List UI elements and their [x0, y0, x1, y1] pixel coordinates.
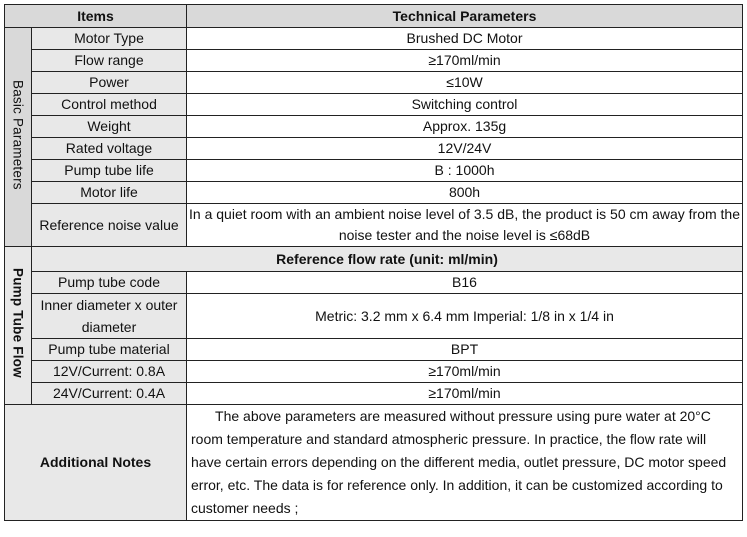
row-value: ≥170ml/min	[187, 361, 743, 383]
table-row	[5, 182, 743, 204]
row-label: Inner diameter x outer diameter	[32, 294, 187, 339]
row-value: B16	[187, 272, 743, 294]
notes-text: The above parameters are measured without pressure using pure water at 20°C room temperature and standard atmospheric pressure. In practice, the flow rate will have certain errors depending on the different media, outlet pressure, DC motor speed error, etc. The data is for reference only. In addition, it can be customized according to customer needs ;	[191, 408, 727, 516]
row-label: Motor Type	[32, 28, 187, 50]
notes-label: Additional Notes	[5, 405, 187, 521]
table-row	[5, 272, 743, 294]
row-label: 24V/Current: 0.4A	[32, 383, 187, 405]
group-label-basic: Basic Parameters	[10, 79, 26, 190]
row-value: ≥170ml/min	[187, 383, 743, 405]
table-row	[5, 383, 743, 405]
table-row	[5, 94, 743, 116]
row-label: Power	[32, 72, 187, 94]
row-value: ≥170ml/min	[187, 50, 743, 72]
row-value: Metric: 3.2 mm x 6.4 mm Imperial: 1/8 in x 1/4 in	[187, 294, 743, 339]
header-technical-parameters: Technical Parameters	[187, 5, 743, 28]
row-label: Pump tube code	[32, 272, 187, 294]
row-value: BPT	[187, 339, 743, 361]
table-row	[5, 339, 743, 361]
table-row	[5, 28, 743, 50]
row-label: Motor life	[32, 182, 187, 204]
row-value: Switching control	[187, 94, 743, 116]
row-value: Approx. 135g	[187, 116, 743, 138]
table-row	[5, 294, 743, 339]
group-pump-tube-flow	[5, 247, 32, 405]
notes-cell	[187, 405, 743, 521]
row-value: B : 1000h	[187, 160, 743, 182]
row-label: Control method	[32, 94, 187, 116]
row-label: Pump tube material	[32, 339, 187, 361]
table-row	[5, 361, 743, 383]
pump-subheader-row	[5, 247, 743, 272]
flow-rate-subheader: Reference flow rate (unit: ml/min)	[32, 247, 743, 272]
table-header-row	[5, 5, 743, 28]
group-basic-parameters	[5, 28, 32, 247]
group-label-pump: Pump Tube Flow	[10, 268, 26, 378]
row-label: Flow range	[32, 50, 187, 72]
row-value: ≤10W	[187, 72, 743, 94]
table-row-noise	[5, 204, 743, 247]
table-row	[5, 138, 743, 160]
row-label: Reference noise value	[32, 204, 187, 247]
row-value: Brushed DC Motor	[187, 28, 743, 50]
row-value: 800h	[187, 182, 743, 204]
row-value-noise: In a quiet room with an ambient noise level of 3.5 dB, the product is 50 cm away from the noise tester and the noise level is ≤68dB	[187, 204, 743, 247]
row-label: 12V/Current: 0.8A	[32, 361, 187, 383]
row-label: Rated voltage	[32, 138, 187, 160]
table-row	[5, 116, 743, 138]
table-row	[5, 50, 743, 72]
row-value: 12V/24V	[187, 138, 743, 160]
row-label: Pump tube life	[32, 160, 187, 182]
table-row	[5, 72, 743, 94]
table-row	[5, 160, 743, 182]
row-label: Weight	[32, 116, 187, 138]
notes-row	[5, 405, 743, 521]
spec-table	[4, 4, 743, 521]
header-items: Items	[5, 5, 187, 28]
